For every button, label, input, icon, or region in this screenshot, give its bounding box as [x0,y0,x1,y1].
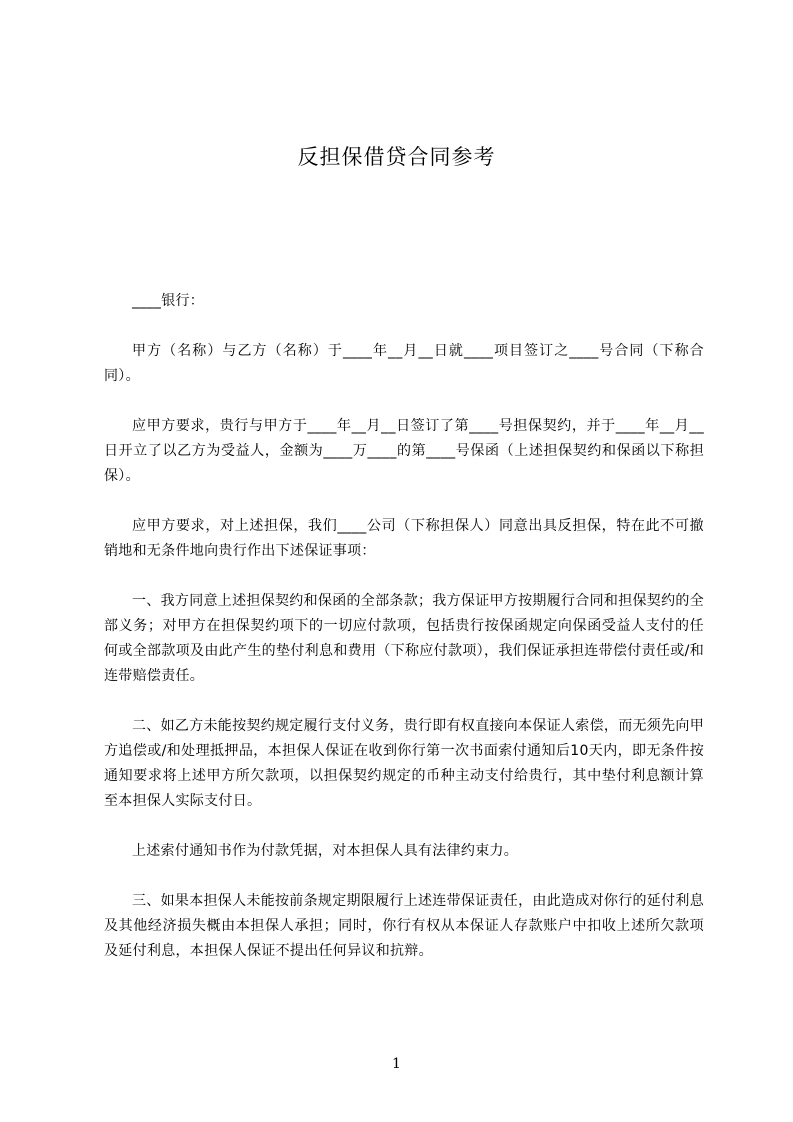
counter-guarantee-statement-paragraph: 应甲方要求，对上述担保，我们____公司（下称担保人）同意出具反担保，特在此不可撤销地和无条件地向贵行作出下述保证事项： [104,518,704,559]
clause-two-paragraph: 二、如乙方未能按契约规定履行支付义务，贵行即有权直接向本保证人索偿，而无须先向甲方追偿或/和处理抵押品，本担保人保证在收到你行第一次书面索付通知后10天内，即无条件按通知要求将上述甲方所欠款项，以担保契约规定的币种主动支付给贵行，其中垫付利息额计算至本担保人实际支付日。 [104,718,704,809]
payment-notice-paragraph: 上述索付通知书作为付款凭据，对本担保人具有法律约束力。 [132,843,519,859]
document-title: 反担保借贷合同参考 [297,145,496,169]
addressee-line: ____银行： [132,293,205,309]
contract-reference-paragraph: 甲方（名称）与乙方（名称）于____年__月__日就____项目签订之____号合同（下称合同）。 [104,343,704,384]
page-number: 1 [392,1056,401,1072]
document-body [104,289,704,989]
clause-one-paragraph: 一、我方同意上述担保契约和保函的全部条款；我方保证甲方按期履行合同和担保契约的全部义务；对甲方在担保契约项下的一切应付款项，包括贵行按保函规定向保函受益人支付的任何或全部款项及由此产生的垫付利息和费用（下称应付款项），我们保证承担连带偿付责任或/和连带赔偿责任。 [104,593,704,684]
guarantee-background-paragraph: 应甲方要求，贵行与甲方于____年__月__日签订了第____号担保契约，并于____年__月__日开立了以乙方为受益人，金额为____万____的第____号保函（上述担保契约和保函以下称担保）。 [104,418,704,484]
clause-three-paragraph: 三、如果本担保人未能按前条规定期限履行上述连带保证责任，由此造成对你行的延付利息及其他经济损失概由本担保人承担；同时，你行有权从本保证人存款账户中扣收上述所欠款项及延付利息，本担保人保证不提出任何异议和抗辩。 [104,893,704,959]
